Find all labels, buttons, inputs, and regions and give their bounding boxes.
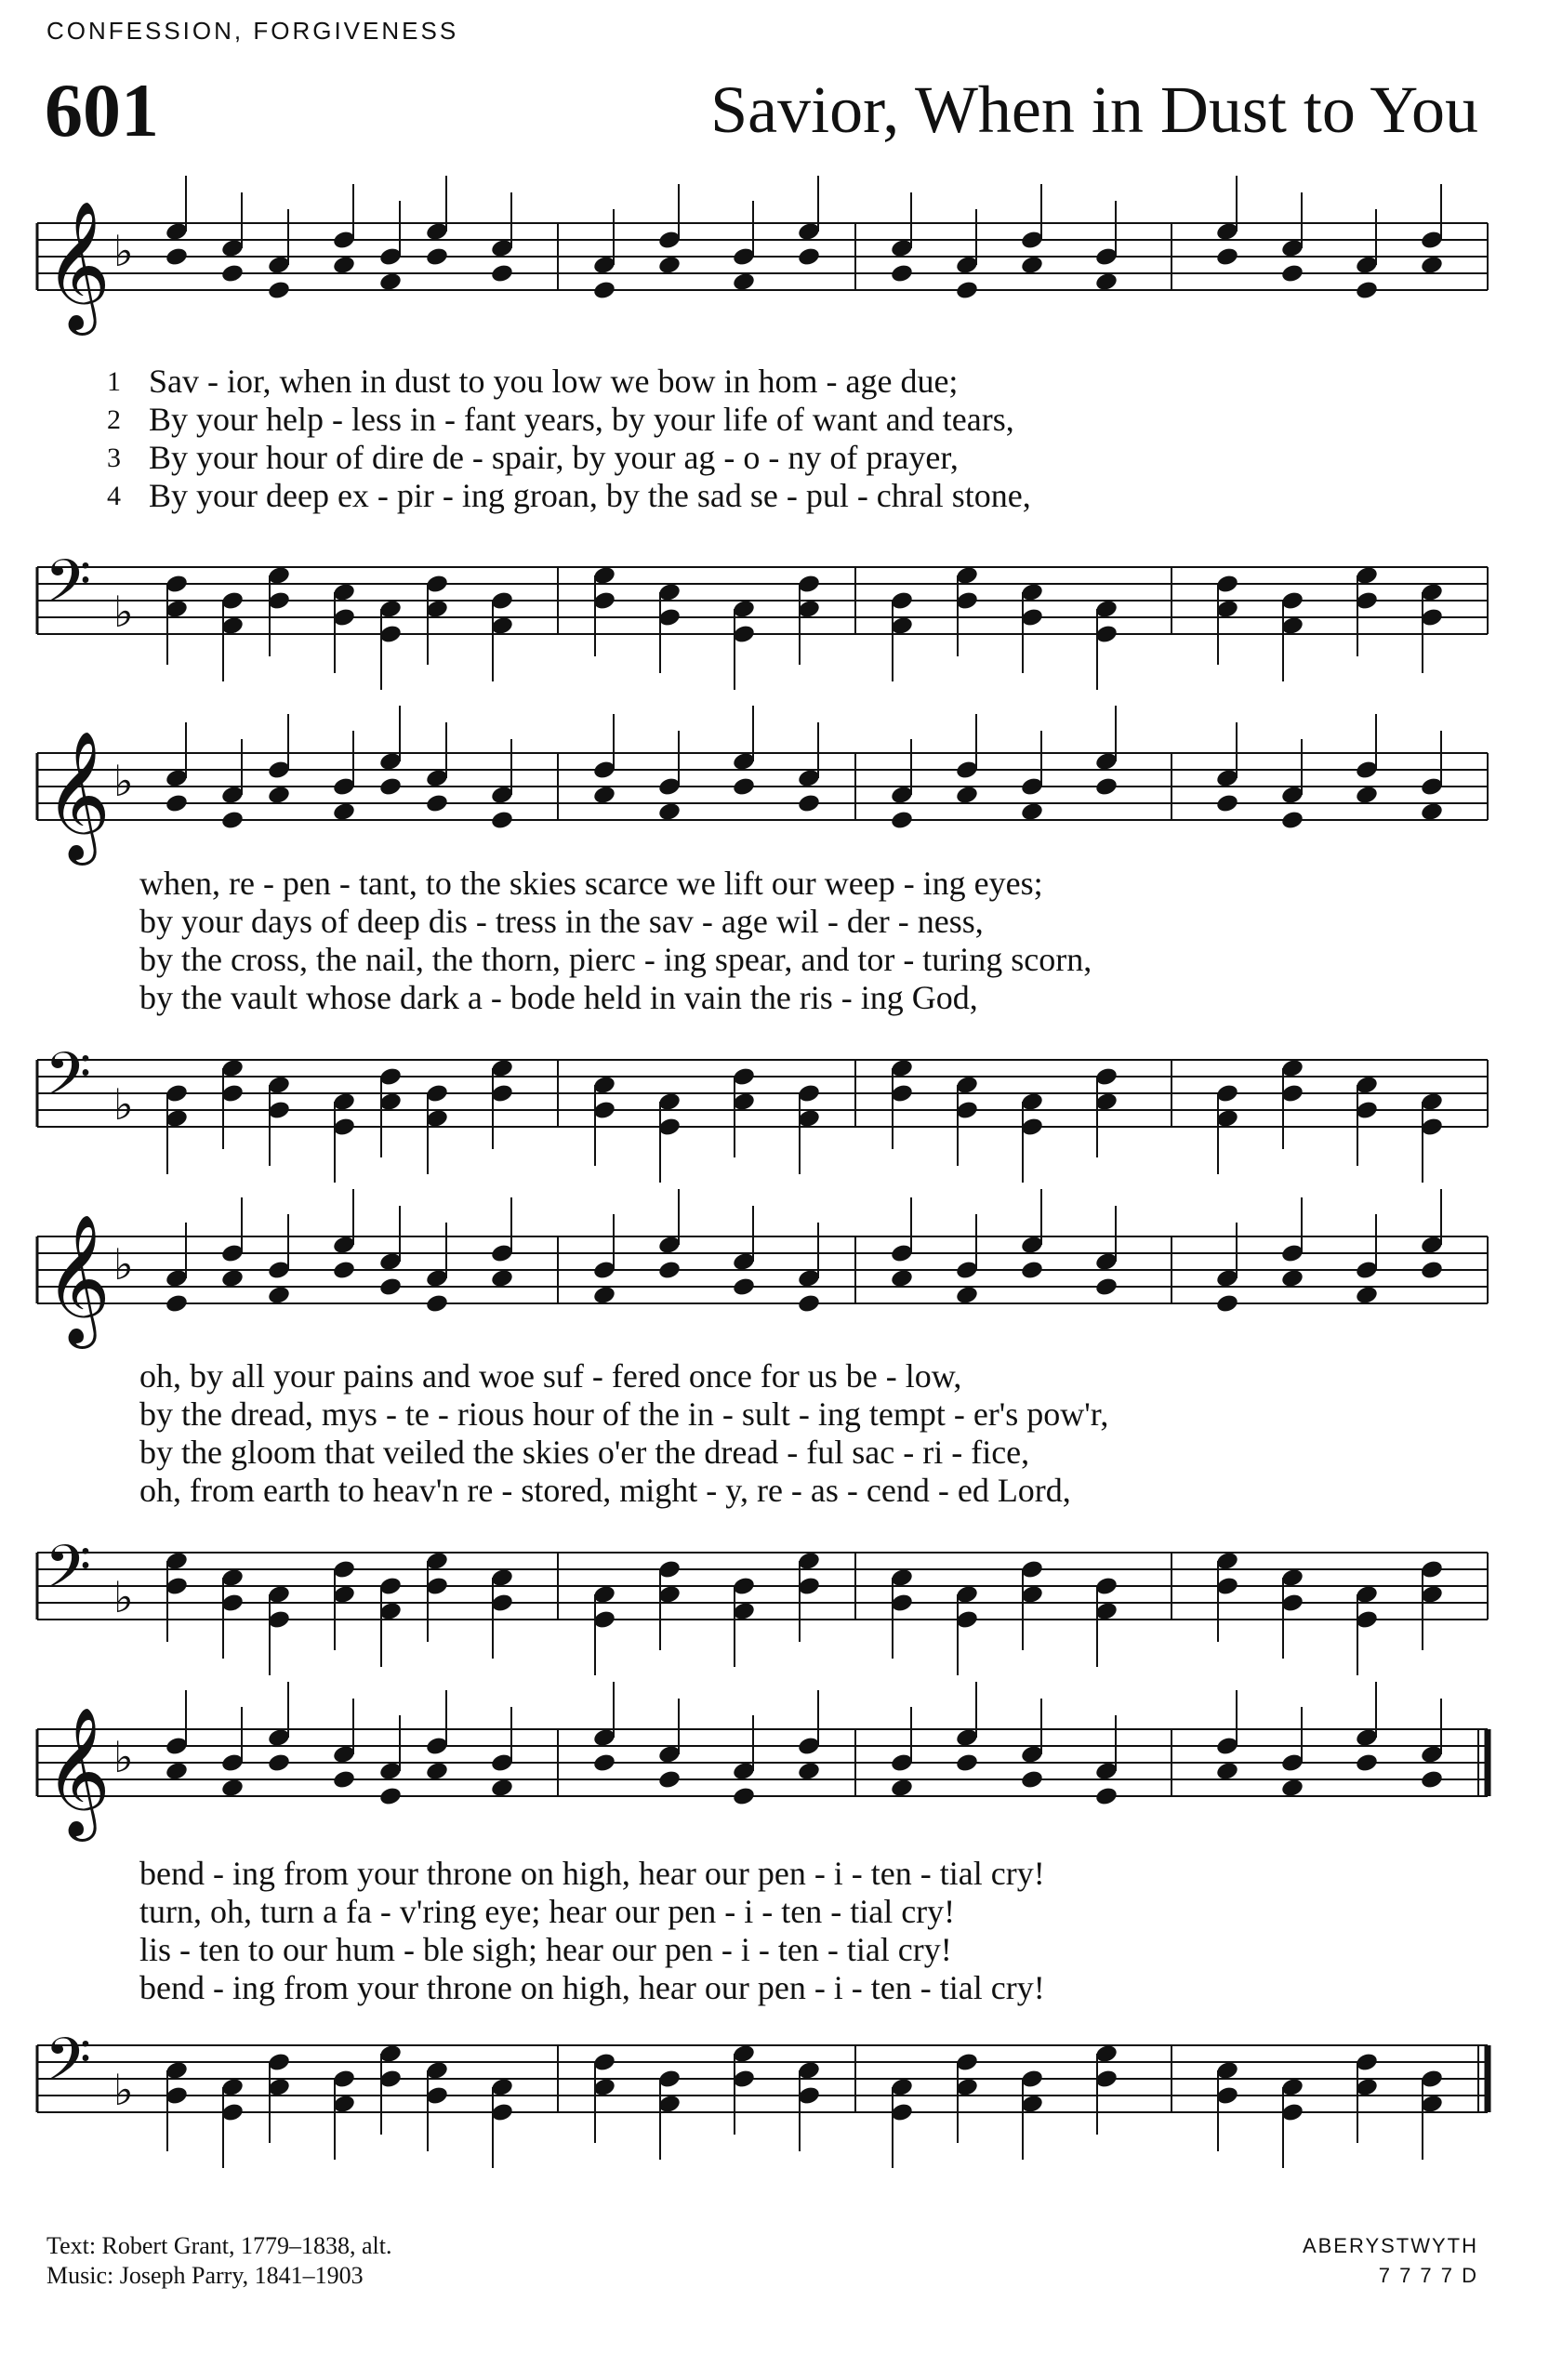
lyric-text: by your days of deep dis - tress in the sav - age wil - der - ness, [139,903,984,940]
lyric-line [84,477,1478,515]
notehead [220,1268,245,1289]
hymn-title: Savior, When in Dust to You [710,73,1478,147]
notehead [955,1752,979,1774]
bass-clef-icon: 𝄢 [45,548,92,631]
meter: 7 7 7 7 D [1378,2264,1478,2287]
notehead [1094,271,1119,293]
lyric-line [84,1969,1478,2007]
notehead [425,793,449,814]
lyric-line [84,1472,1478,1510]
lyric-text: by the cross, the nail, the thorn, pierc - ing spear, and tor - turing scorn, [139,941,1092,978]
notehead [490,810,514,831]
treble-staff-system-1 [37,195,1488,372]
notehead [1420,255,1444,276]
notehead [1020,1769,1044,1791]
notehead [1215,1761,1239,1782]
notehead [165,246,189,268]
notehead [890,1778,914,1799]
lyric-line [84,1434,1478,1472]
lyrics-system-3 [84,1357,1478,1510]
lyrics-system-4 [84,1855,1478,2007]
notehead [1280,1778,1304,1799]
treble-clef-icon: 𝄞 [45,1214,111,1343]
notehead [797,793,821,814]
lyric-text: By your help - less in - fant years, by your life of want and tears, [149,401,1014,438]
notehead [1355,785,1379,806]
text-credit: Text: Robert Grant, 1779–1838, alt. [46,2232,392,2259]
notehead [1355,280,1379,301]
credits [46,2231,392,2291]
lyric-text: by the vault whose dark a - bode held in vain the ris - ing God, [139,979,978,1016]
category-label: CONFESSION, FORGIVENESS [46,17,459,45]
notehead [657,1260,682,1281]
notehead [267,1752,291,1774]
lyric-line [84,1931,1478,1969]
notehead [490,1778,514,1799]
treble-clef-icon: 𝄞 [45,731,111,860]
notehead [165,793,189,814]
notehead [890,810,914,831]
flat-icon: ♭ [113,756,134,806]
notehead [1280,1268,1304,1289]
notehead [378,271,403,293]
notehead [425,1761,449,1782]
bass-staff-system-3 [37,1525,1488,1701]
hymn-number: 601 [45,68,159,152]
flat-icon: ♭ [113,1572,134,1622]
lyrics-system-1 [84,363,1478,515]
notehead [1020,801,1044,823]
bass-staff-system-4 [37,2017,1488,2194]
notehead [1420,1769,1444,1791]
notehead [165,1293,189,1315]
notehead [797,1761,821,1782]
notehead [267,1285,291,1306]
notehead [657,255,682,276]
notehead [592,1752,616,1774]
notehead [1020,1260,1044,1281]
lyric-line [84,1395,1478,1434]
lyric-line [84,439,1478,477]
notehead [1420,801,1444,823]
notehead [592,1285,616,1306]
notehead [1420,1260,1444,1281]
notehead [657,1769,682,1791]
lyric-text: By your deep ex - pir - ing groan, by the sad se - pul - chral stone, [149,477,1031,514]
lyric-text: by the dread, mys - te - rious hour of the in - sult - ing tempt - er's pow'r, [139,1395,1109,1433]
bass-staff-system-2 [37,1032,1488,1209]
notehead [1020,255,1044,276]
lyric-line [84,1855,1478,1893]
treble-clef-icon: 𝄞 [45,1707,111,1836]
verse-number: 4 [107,481,121,511]
notehead [332,1260,356,1281]
notehead [797,246,821,268]
lyric-text: oh, from earth to heav'n re - stored, might - y, re - as - cend - ed Lord, [139,1472,1071,1509]
flat-icon: ♭ [113,587,134,637]
notehead [1094,1276,1119,1298]
bass-clef-icon: 𝄢 [45,2026,92,2109]
notehead [378,776,403,798]
lyrics-system-2 [84,865,1478,1017]
flat-icon: ♭ [113,2065,134,2115]
lyric-text: By your hour of dire de - spair, by your ag - o - ny of prayer, [149,439,959,476]
verse-number: 2 [107,404,121,435]
lyric-line [84,979,1478,1017]
lyric-line [84,401,1478,439]
notehead [267,785,291,806]
bass-clef-icon: 𝄢 [45,1040,92,1124]
notehead [378,1276,403,1298]
lyric-text: when, re - pen - tant, to the skies scarce we lift our weep - ing eyes; [139,865,1043,902]
notehead [1280,263,1304,284]
lyric-line [84,903,1478,941]
lyric-line [84,1357,1478,1395]
treble-clef-icon: 𝄞 [45,201,111,330]
flat-icon: ♭ [113,226,134,276]
notehead [220,810,245,831]
notehead [1355,1752,1379,1774]
lyric-text: bend - ing from your throne on high, hear our pen - i - ten - tial cry! [139,1855,1045,1892]
notehead [378,1786,403,1807]
lyric-text: turn, oh, turn a fa - v'ring eye; hear our pen - i - ten - tial cry! [139,1893,956,1930]
notehead [490,1268,514,1289]
lyric-text: lis - ten to our hum - ble sigh; hear our pen - i - ten - tial cry! [139,1931,952,1968]
notehead [955,1285,979,1306]
lyric-line [84,363,1478,401]
lyric-line [84,941,1478,979]
notehead [1280,810,1304,831]
notehead [1215,246,1239,268]
notehead [165,1761,189,1782]
tune-name: ABERYSTWYTH [1302,2234,1478,2257]
notehead [732,271,756,293]
verse-number: 1 [107,366,121,397]
notehead [267,280,291,301]
notehead [1215,793,1239,814]
notehead [332,255,356,276]
lyric-text: Sav - ior, when in dust to you low we bow in hom - age due; [149,363,959,400]
notehead [657,801,682,823]
notehead [797,1293,821,1315]
flat-icon: ♭ [113,1732,134,1782]
notehead [1094,1786,1119,1807]
notehead [732,1786,756,1807]
tune-info [1303,2231,1478,2291]
notehead [332,801,356,823]
notehead [332,1769,356,1791]
lyric-line [84,1893,1478,1931]
notehead [220,1778,245,1799]
verse-number: 3 [107,443,121,473]
flat-icon: ♭ [113,1239,134,1289]
bass-clef-icon: 𝄢 [45,1533,92,1617]
music-credit: Music: Joseph Parry, 1841–1903 [46,2262,364,2289]
flat-icon: ♭ [113,1079,134,1130]
notehead [220,263,245,284]
notehead [1215,1293,1239,1315]
notehead [890,1268,914,1289]
notehead [955,280,979,301]
lyric-line [84,865,1478,903]
lyric-text: oh, by all your pains and woe suf - fered once for us be - low, [139,1357,962,1395]
notehead [890,263,914,284]
notehead [490,263,514,284]
notehead [592,785,616,806]
notehead [955,785,979,806]
notehead [732,1276,756,1298]
treble-staff-system-4 [37,1701,1488,1878]
notehead [425,246,449,268]
lyric-text: by the gloom that veiled the skies o'er the dread - ful sac - ri - fice, [139,1434,1030,1471]
lyric-text: bend - ing from your throne on high, hear our pen - i - ten - tial cry! [139,1969,1045,2006]
notehead [592,280,616,301]
notehead [1094,776,1119,798]
notehead [425,1293,449,1315]
notehead [732,776,756,798]
notehead [1355,1285,1379,1306]
bass-staff-system-1 [37,539,1488,716]
